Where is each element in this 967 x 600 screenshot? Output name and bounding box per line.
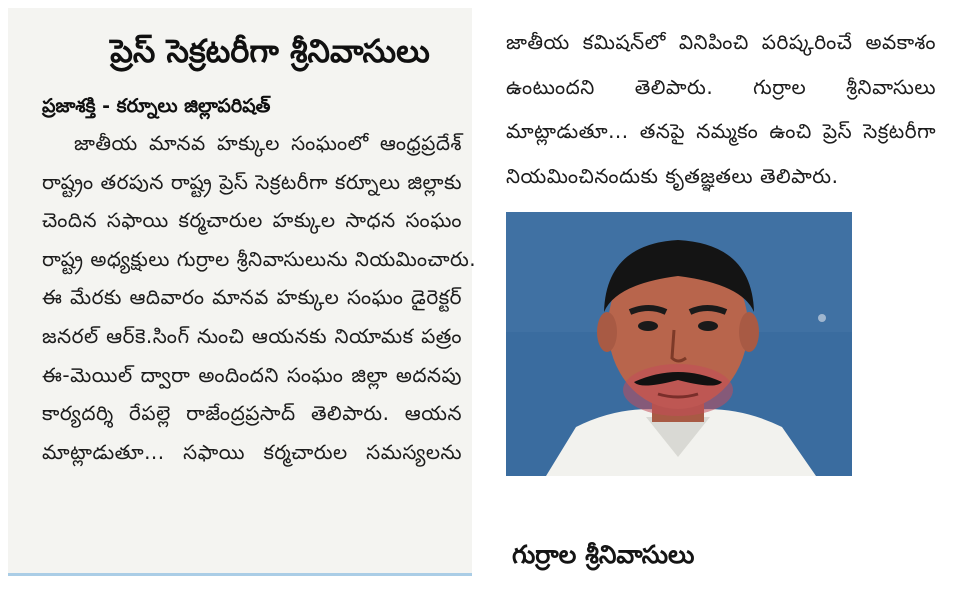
continued-line: ఉంటుందని తెలిపారు. గుర్రాల శ్రీనివాసులు: [506, 74, 936, 99]
continued-line: నియమించినందుకు కృతజ్ఞతలు తెలిపారు.: [506, 163, 839, 188]
body-line: చెందిన సఫాయి కర్మచారుల హక్కుల సాధన సంఘం: [42, 208, 462, 233]
continued-line: మాట్లాడుతూ... తనపై నమ్మకం ఉంచి ప్రెస్ సెక్రటరీగా: [506, 119, 936, 143]
body-line: రాష్ట్రం తరపున రాష్ట్ర ప్రెస్ సెక్రటరీగా కర్నూలు జిల్లాకు: [42, 169, 462, 194]
portrait-photo: [506, 212, 852, 476]
body-line: కార్యదర్శి రేపల్లె రాజేంద్రప్రసాద్ తెలిపారు. ఆయన: [42, 401, 462, 426]
article-headline: ప్రెస్ సెక్రటరీగా శ్రీనివాసులు: [110, 32, 430, 70]
body-line: జాతీయ మానవ హక్కుల సంఘంలో ఆంధ్రప్రదేశ్: [74, 131, 462, 155]
photo-caption: గుర్రాల శ్రీనివాసులు: [512, 540, 695, 569]
article-left-column: [8, 8, 477, 576]
continued-line: జాతీయ కమిషన్‌లో వినిపించి పరిష్కరించే అవకాశం: [506, 30, 936, 54]
portrait-illustration: [506, 212, 852, 476]
body-line: మాట్లాడుతూ... సఫాయి కర్మచారుల సమస్యలను: [42, 439, 462, 464]
article-body: [42, 124, 477, 471]
body-line: ఈ-మెయిల్ ద్వారా అందిందని సంఘం జిల్లా అదనపు: [42, 362, 462, 387]
body-line: రాష్ట్ర అధ్యక్షులు గుర్రాల శ్రీనివాసులును నియమించారు.: [42, 246, 477, 271]
article-right-column: [476, 0, 967, 600]
body-line: జనరల్ ఆర్‌కె.సింగ్ నుంచి ఆయనకు నియామక పత్రం: [42, 323, 462, 348]
body-line: ఈ మేరకు ఆదివారం మానవ హక్కుల సంఘం డైరెక్టర్: [42, 285, 462, 310]
article-continued: [506, 20, 936, 198]
article-byline: ప్రజాశక్తి - కర్నూలు జిల్లాపరిషత్: [42, 95, 271, 117]
